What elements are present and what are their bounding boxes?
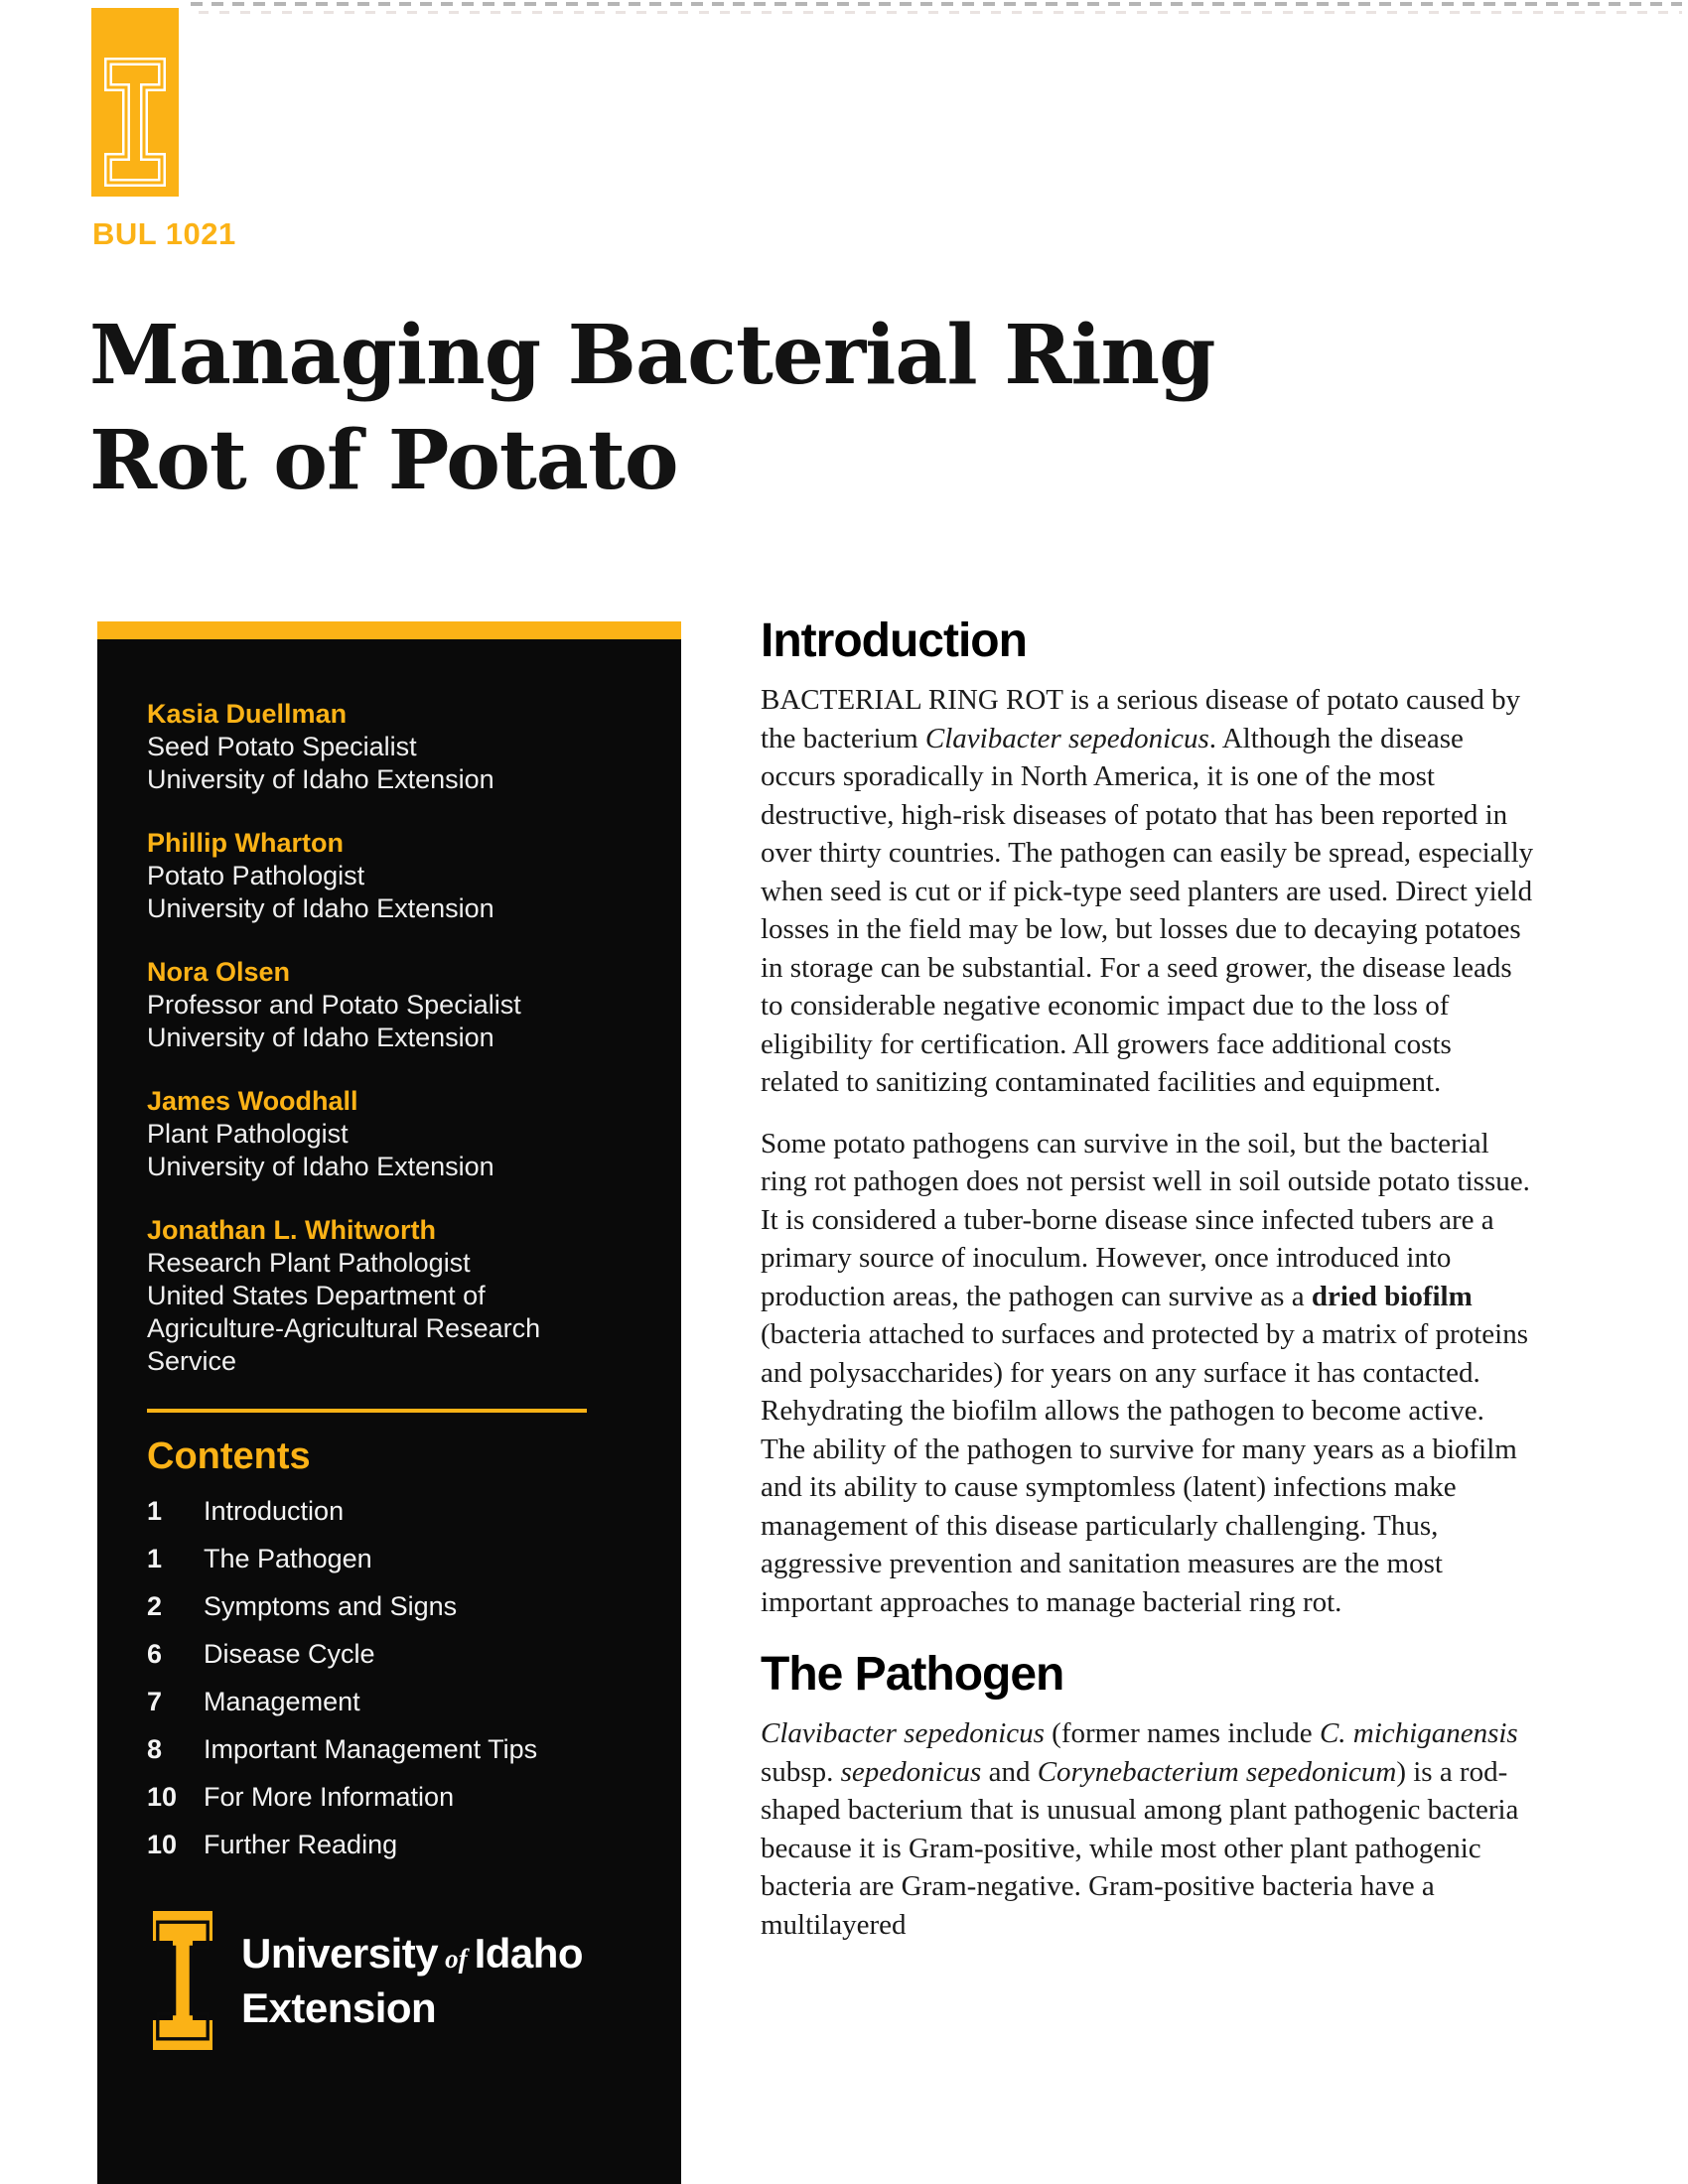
toc-page-number: 7 <box>147 1687 163 1716</box>
toc-page-number: 6 <box>147 1639 163 1669</box>
paragraph: BACTERIAL RING ROT is a serious disease of potato caused by the bacterium Clavibacter sepedonicus. Although the disease occurs sporadically in North America, it is one of the most destructive, high-risk diseases of potato that has been reported in over thirty countries. The pathogen can easily be spread, especially when seed is cut or if pick-type seed planters are used. Direct yield losses in the field may be low, but losses due to decaying potatoes in storage can be substantial. For a seed grower, the disease leads to considerable negative economic impact due to the loss of eligibility for certification. All growers face additional costs related to sanitizing contaminated facilities and equipment. <box>761 684 1534 1098</box>
table-of-contents <box>147 1498 587 1858</box>
toc-row <box>147 1641 587 1668</box>
extension-logo <box>149 1907 583 2054</box>
author-role: Professor and Potato Specialist <box>147 990 521 1020</box>
toc-row <box>147 1546 587 1572</box>
toc-label: Symptoms and Signs <box>204 1591 458 1621</box>
contents-heading: Contents <box>147 1435 311 1477</box>
author-role: United States Department of Agriculture-Agricultural Research Service <box>147 1281 541 1376</box>
toc-row <box>147 1689 587 1715</box>
author-block <box>147 1085 587 1183</box>
wordmark-line-1 <box>241 1929 583 1983</box>
paragraph: Clavibacter sepedonicus (former names include C. michiganensis subsp. sepedonicus and Corynebacterium sepedonicum) is a rod-shaped bacterium that is unusual among plant pathogenic bacteria because it is Gram-positive, while most other plant pathogenic bacteria are Gram-negative. Gram-positive bacteria have a multilayered <box>761 1717 1519 1941</box>
toc-row <box>147 1784 587 1811</box>
toc-page-number: 10 <box>147 1782 178 1812</box>
sidebar-body <box>97 639 681 2184</box>
section-heading-the-pathogen: The Pathogen <box>761 1648 1064 1701</box>
wordmark-extension: Extension <box>241 1984 437 2031</box>
block-i-icon <box>104 58 166 187</box>
sidebar-divider-rule <box>147 1409 587 1413</box>
author-role: University of Idaho Extension <box>147 1152 494 1181</box>
toc-page-number: 10 <box>147 1830 178 1859</box>
toc-label: The Pathogen <box>204 1544 372 1573</box>
author-role: Seed Potato Specialist <box>147 732 417 761</box>
paragraph: Some potato pathogens can survive in the soil, but the bacterial ring rot pathogen does not persist well in soil outside potato tissue. It is considered a tuber-borne disease since infected tubers are a primary source of inoculum. However, once introduced into production areas, the pathogen can survive as a dried biofilm (bacteria attached to surfaces and protected by a matrix of proteins and polysaccharides) for years on any surface it has contacted. Rehydrating the biofilm allows the pathogen to become active. The ability of the pathogen to survive for many years as a biofilm and its ability to cause symptomless (latent) infections make management of this disease particularly challenging. Thus, aggressive prevention and sanitation measures are the most important approaches to manage bacterial ring rot. <box>761 1127 1530 1618</box>
toc-label: Further Reading <box>204 1830 398 1859</box>
author-block <box>147 698 587 796</box>
toc-page-number: 2 <box>147 1591 163 1621</box>
toc-page-number: 1 <box>147 1544 163 1573</box>
toc-label: Management <box>204 1687 360 1716</box>
wordmark-idaho: Idaho <box>474 1930 584 1977</box>
page-title-line-2: Rot of Potato <box>89 413 678 508</box>
sidebar-gold-strip <box>97 621 681 639</box>
author-role: Plant Pathologist <box>147 1119 349 1149</box>
wordmark-university: University <box>241 1930 439 1977</box>
toc-row <box>147 1832 587 1858</box>
author-name: James Woodhall <box>147 1086 358 1116</box>
page-title-line-1: Managing Bacterial Ring <box>89 308 1215 403</box>
author-role: University of Idaho Extension <box>147 764 494 794</box>
toc-label: For More Information <box>204 1782 455 1812</box>
page-edge-artifact <box>191 2 1682 6</box>
extension-wordmark <box>241 1929 583 2033</box>
author-block <box>147 1214 587 1378</box>
page-title <box>89 303 1215 513</box>
author-role: Research Plant Pathologist <box>147 1248 471 1278</box>
toc-label: Disease Cycle <box>204 1639 375 1669</box>
block-i-icon <box>149 1907 216 2054</box>
author-name: Kasia Duellman <box>147 699 348 729</box>
sidebar <box>97 621 681 2184</box>
author-role: University of Idaho Extension <box>147 893 494 923</box>
author-role: Potato Pathologist <box>147 861 365 890</box>
toc-row <box>147 1593 587 1620</box>
uidaho-block-i-logo <box>91 8 179 197</box>
author-block <box>147 956 587 1054</box>
toc-page-number: 8 <box>147 1734 163 1764</box>
author-block <box>147 827 587 925</box>
toc-row <box>147 1736 587 1763</box>
main-column <box>761 615 1535 1967</box>
toc-row <box>147 1498 587 1525</box>
toc-label: Important Management Tips <box>204 1734 538 1764</box>
section-heading-introduction: Introduction <box>761 614 1027 667</box>
author-role: University of Idaho Extension <box>147 1023 494 1052</box>
wordmark-of: of <box>445 1944 468 1974</box>
author-name: Jonathan L. Whitworth <box>147 1215 436 1245</box>
bulletin-number: BUL 1021 <box>92 216 236 251</box>
toc-page-number: 1 <box>147 1496 163 1526</box>
toc-label: Introduction <box>204 1496 345 1526</box>
author-name: Nora Olsen <box>147 957 291 987</box>
author-name: Phillip Wharton <box>147 828 344 858</box>
